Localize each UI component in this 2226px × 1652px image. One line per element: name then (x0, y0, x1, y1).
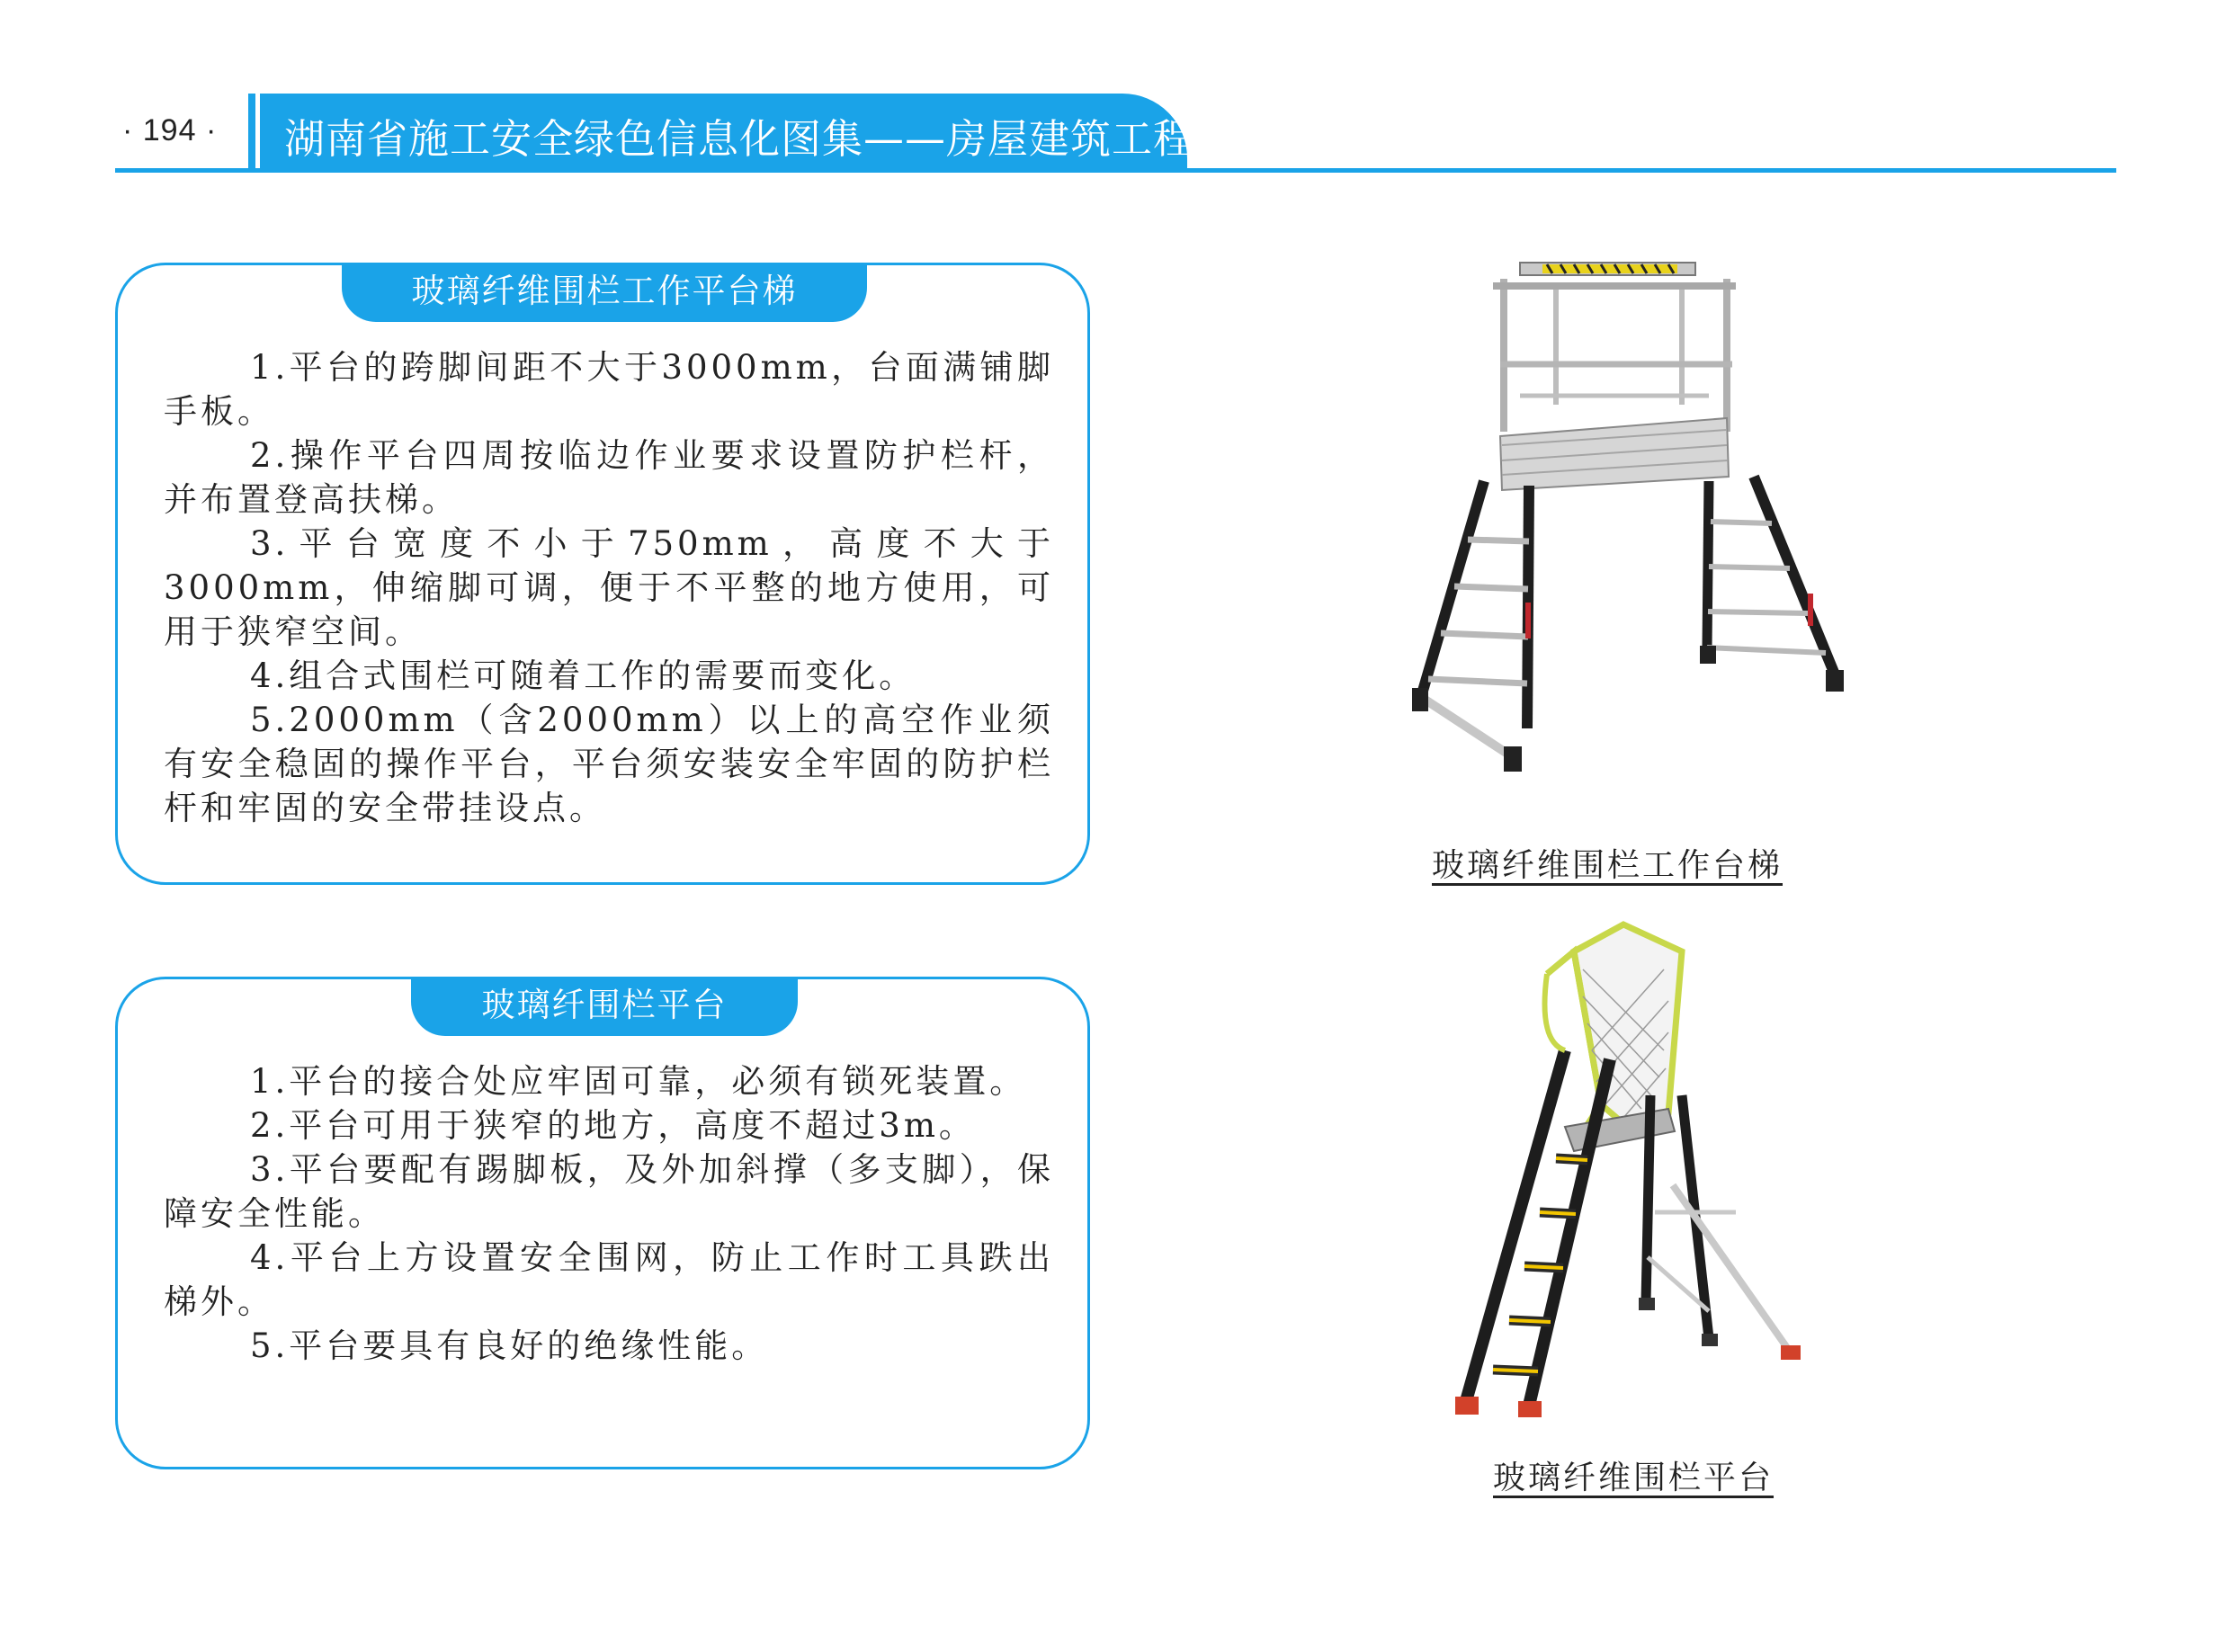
list-item: 3.平台宽度不小于750mm，高度不大于 3000mm，伸缩脚可调，便于不平整的地方使用，可用于狭窄空间。 (164, 524, 1054, 651)
figure-caption: 玻璃纤维围栏平台 (1493, 1460, 1775, 1496)
list-item: 1.平台的跨脚间距不大于3000mm，台面满铺脚手板。 (164, 348, 1054, 431)
figure-caption: 玻璃纤维围栏工作台梯 (1432, 847, 1783, 884)
section-body (164, 1059, 1054, 1368)
list-item: 5.2000mm（含2000mm）以上的高空作业须有安全稳固的操作平台，平台须安装安全牢固的防护栏杆和牢固的安全带挂设点。 (164, 701, 1054, 827)
section-body (164, 345, 1054, 830)
header-accent-bar (260, 94, 267, 169)
header-rule (115, 168, 2116, 173)
list-item: 1.平台的接合处应牢固可靠，必须有锁死装置。 (250, 1062, 1027, 1101)
book-title: 湖南省施工安全绿色信息化图集——房屋建筑工程 (284, 115, 1195, 163)
list-item: 2.平台可用于狭窄的地方，高度不超过3m。 (250, 1106, 976, 1145)
list-item: 4.平台上方设置安全围网，防止工作时工具跌出梯外。 (164, 1238, 1054, 1321)
section-heading: 玻璃纤维围栏工作平台梯 (342, 263, 867, 322)
header-accent-bar (248, 94, 255, 169)
platform-ladder-photo (1412, 261, 1853, 791)
page-number: · 194 · (122, 113, 218, 147)
list-item: 3.平台要配有踢脚板，及外加斜撑（多支脚），保障安全性能。 (164, 1150, 1054, 1233)
section-heading: 玻璃纤围栏平台 (411, 977, 798, 1036)
fiberglass-platform-photo (1439, 915, 1826, 1419)
list-item: 2.操作平台四周按临边作业要求设置防护栏杆，并布置登高扶梯。 (164, 436, 1054, 519)
list-item: 5.平台要具有良好的绝缘性能。 (250, 1326, 769, 1365)
list-item: 4.组合式围栏可随着工作的需要而变化。 (250, 656, 916, 695)
